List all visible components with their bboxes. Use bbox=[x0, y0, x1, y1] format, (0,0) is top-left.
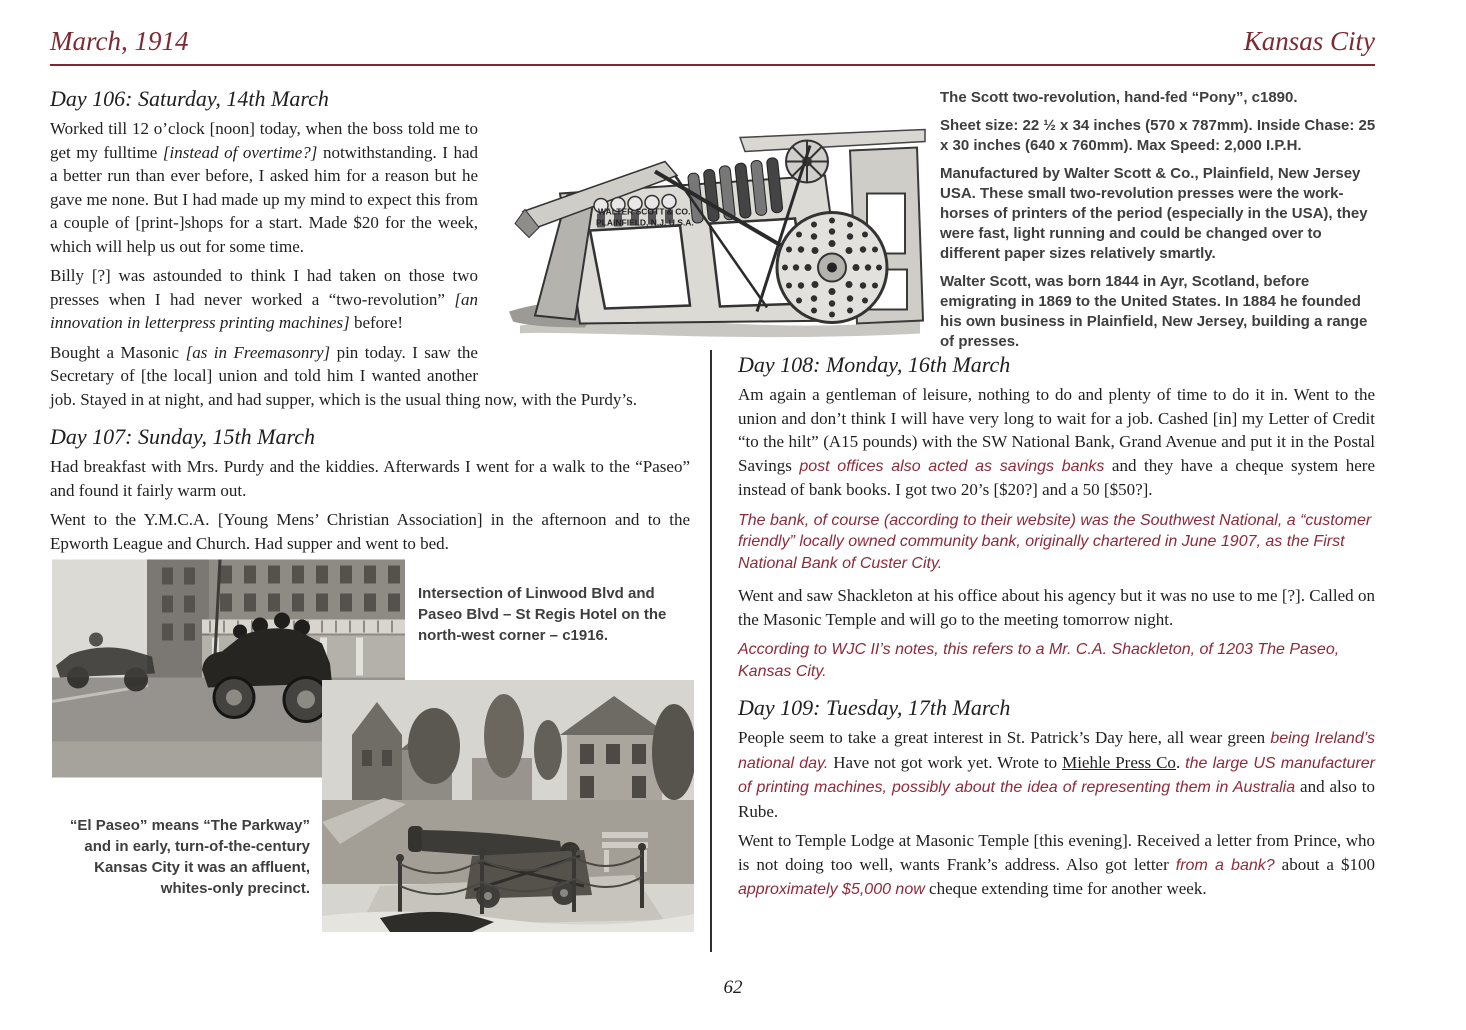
press-wrap-spacer bbox=[478, 117, 690, 376]
day-109-paragraph-2: Went to Temple Lodge at Masonic Temple [this evening]. Received a letter from Prince, who is not doing too well, wants Frank’s address. Also got letter from a bank? about a $100 approximately $5,000 now cheque extending time for another week. bbox=[738, 831, 1375, 898]
miehle-press-co-underlined: Miehle Press Co bbox=[1062, 752, 1176, 772]
press-maker-label-line2: PLAINFIELD, N.J. U.S.A. bbox=[596, 217, 694, 228]
day-108-paragraph-2: Went and saw Shackleton at his office about his agency but it was no use to me [?]. Called on the Masonic Temple and will go to the meeting tomorrow night. bbox=[738, 586, 1375, 629]
day-107-paragraph-2: Went to the Y.M.C.A. [Young Mens’ Christian Association] in the afternoon and to the Epworth League and Church. Had supper and went to bed. bbox=[50, 510, 690, 553]
press-caption-line-4: Walter Scott, was born 1844 in Ayr, Scotland, before emigrating in 1869 to the United States. In 1884 he founded his own business in Plainfield, New Jersey, building a range of presses. bbox=[940, 273, 1368, 350]
press-caption-line-1: The Scott two-revolution, hand-fed “Pony”, c1890. bbox=[940, 89, 1298, 106]
day-108-annotation-bank: The bank, of course (according to their website) was the Southwest National, a “customer friendly” locally owned community bank, originally chartered in June 1907, as the First National Bank of Custer City. bbox=[738, 511, 1372, 572]
page-header-city: Kansas City bbox=[1243, 26, 1375, 56]
cannon-photo bbox=[322, 680, 694, 932]
day-106-paragraph-3: Bought a Masonic [as in Freemasonry] pin today. I saw the Secretary of [the local] union and told him I wanted another job. Stayed in at night, and had supper, which is the usual thing now, with the Purdy’s. bbox=[50, 342, 638, 409]
day-109-heading: Day 109: Tuesday, 17th March bbox=[738, 695, 1011, 720]
page-header-month: March, 1914 bbox=[50, 26, 189, 56]
column-divider bbox=[710, 350, 712, 952]
header-rule bbox=[50, 64, 1375, 66]
day-108-heading: Day 108: Monday, 16th March bbox=[738, 352, 1011, 377]
day-106-paragraph-2: Billy [?] was astounded to think I had taken on those two presses when I had never worked a “two-revolution” [an innovation in letterpress printing machines] before! bbox=[50, 266, 478, 332]
paseo-caption: “El Paseo” means “The Parkway” and in early, turn-of-the-century Kansas City it was an affluent, whites-only precinct. bbox=[69, 817, 310, 897]
page-number: 62 bbox=[723, 977, 743, 998]
day-108-annotation-shackleton: According to WJC II’s notes, this refers to a Mr. C.A. Shackleton, of 1203 The Paseo, Kansas City. bbox=[738, 641, 1340, 680]
day-106-paragraph-1: Worked till 12 o’clock [noon] today, when the boss told me to get my fulltime [instead of overtime?] notwithstanding. I had a better run than ever before, I asked him for a reason but he gave me none. But I had made up my mind to expect this from a couple of [print-]shops for a start. Made $20 for the week, which will help us out for some time. bbox=[50, 119, 478, 256]
day-108-paragraph-1: Am again a gentleman of leisure, nothing to do and plenty of time to do it in. Went to the union and don’t think I will have very long to wait for a job. Cashed [in] my Letter of Credit “to the hilt” (A15 pounds) with the SW National Bank, Grand Avenue and put it in the Postal Savings post offices also acted as savings banks and they have a cheque system here instead of bank books. I got two 20’s [$20?] and a 50 [$50?]. bbox=[738, 385, 1376, 499]
day-107-heading: Day 107: Sunday, 15th March bbox=[50, 424, 315, 449]
left-column bbox=[50, 86, 690, 561]
press-caption-line-3: Manufactured by Walter Scott & Co., Plainfield, New Jersey USA. These small two-revolution presses were the work-horses of printers of the period (especially in the USA), they were fast, light running and could be changed over to different paper sizes relatively smartly. bbox=[940, 165, 1368, 262]
linwood-caption: Intersection of Linwood Blvd and Paseo Blvd – St Regis Hotel on the north-west corner – c1916. bbox=[418, 585, 667, 644]
day-109-paragraph-1: People seem to take a great interest in St. Patrick’s Day here, all wear green being Ireland’s national day. Have not got work yet. Wrote to Miehle Press Co. the large US manufacturer of printing machines, possibly about the idea of representing them in Australia and also to Rube. bbox=[738, 728, 1376, 821]
day-107-paragraph-1: Had breakfast with Mrs. Purdy and the kiddies. Afterwards I went for a walk to the “Paseo” and found it fairly warm out. bbox=[50, 457, 690, 500]
day-106-heading: Day 106: Saturday, 14th March bbox=[50, 86, 329, 111]
press-caption-line-2: Sheet size: 22 ½ x 34 inches (570 x 787mm). Inside Chase: 25 x 30 inches (640 x 760mm). Max Speed: 2,000 I.P.H. bbox=[940, 117, 1376, 154]
press-caption bbox=[940, 88, 1377, 360]
press-maker-label-line1: WALTER SCOTT & CO. bbox=[598, 206, 691, 217]
right-column bbox=[738, 352, 1375, 908]
